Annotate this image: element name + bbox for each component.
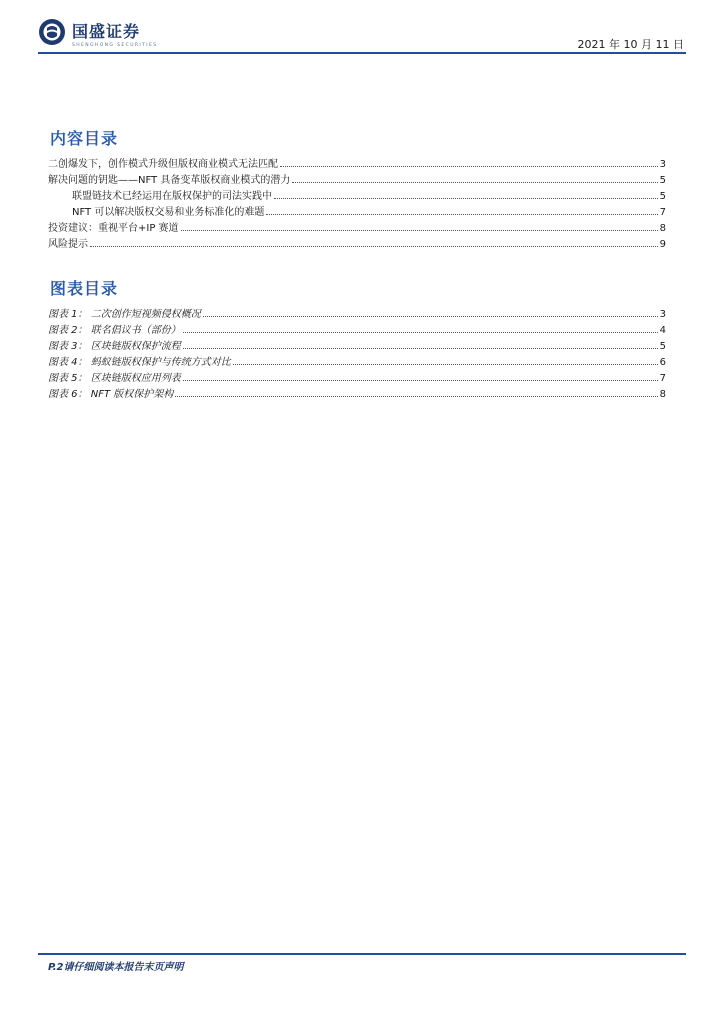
figure-entry[interactable]	[48, 323, 666, 339]
figure-entry[interactable]	[48, 339, 666, 355]
toc-entry-text: 联盟链技术已经运用在版权保护的司法实践中	[72, 191, 272, 202]
figure-entry[interactable]	[48, 371, 666, 387]
toc-entry-page: 3	[659, 159, 666, 170]
toc-leader	[292, 173, 657, 183]
page-header	[38, 18, 686, 54]
toc-leader	[181, 221, 658, 231]
toc-leader	[183, 323, 658, 333]
figure-entry-page: 4	[659, 325, 666, 336]
logo-name: 国盛证券	[72, 22, 141, 41]
toc-entry-text: 投资建议：重视平台+IP 赛道	[48, 223, 179, 234]
toc-leader	[183, 371, 658, 381]
toc-subentry[interactable]	[48, 205, 666, 221]
toc-entry-text: 解决问题的钥匙——NFT 具备变革版权商业模式的潜力	[48, 175, 291, 186]
figure-entry-page: 7	[659, 373, 666, 384]
toc-leader	[280, 157, 658, 167]
figure-entry[interactable]	[48, 307, 666, 323]
figures-list	[48, 307, 666, 403]
toc-leader	[266, 205, 657, 215]
logo-english-name: SHENGHONG SECURITIES	[72, 43, 158, 48]
logo-emblem-icon	[38, 18, 66, 46]
header-divider	[38, 52, 686, 54]
toc-leader	[203, 307, 658, 317]
toc-entry[interactable]	[48, 221, 666, 237]
company-logo	[38, 18, 140, 54]
figure-entry[interactable]	[48, 387, 666, 403]
toc-entry[interactable]	[48, 157, 666, 173]
toc-entry[interactable]	[48, 173, 666, 189]
toc-leader	[90, 237, 658, 247]
figure-entry-text: 图表 4： 蚂蚁链版权保护与传统方式对比	[48, 357, 231, 368]
figure-entry-text: 图表 5： 区块链版权应用列表	[48, 373, 181, 384]
figure-entry[interactable]	[48, 355, 666, 371]
figures-title: 图表目录	[50, 279, 119, 298]
figure-entry-page: 8	[659, 389, 666, 400]
toc-subentry[interactable]	[48, 189, 666, 205]
toc-list	[48, 157, 666, 253]
figure-entry-text: 图表 6： NFT 版权保护架构	[48, 389, 174, 400]
toc-entry-page: 8	[659, 223, 666, 234]
toc-entry-text: 二创爆发下，创作模式升级但版权商业模式无法匹配	[48, 159, 278, 170]
figure-entry-text: 图表 1： 二次创作短视频侵权概况	[48, 309, 201, 320]
footer-divider	[38, 953, 686, 955]
figure-entry-text: 图表 2： 联名倡议书（部份）	[48, 325, 181, 336]
figure-entry-text: 图表 3： 区块链版权保护流程	[48, 341, 181, 352]
page-footer: P.2请仔细阅读本报告末页声明	[48, 962, 184, 973]
toc-entry-page: 5	[659, 191, 666, 202]
figure-entry-page: 6	[659, 357, 666, 368]
toc-entry-page: 9	[659, 239, 666, 250]
toc-entry-text: 风险提示	[48, 239, 88, 250]
toc-leader	[274, 189, 658, 199]
figure-entry-page: 3	[659, 309, 666, 320]
report-date: 2021 年 10 月 11 日	[577, 38, 684, 51]
toc-entry-text: NFT 可以解决版权交易和业务标准化的难题	[72, 207, 265, 218]
toc-leader	[175, 387, 657, 397]
toc-title: 内容目录	[50, 129, 119, 148]
toc-leader	[233, 355, 658, 365]
toc-entry[interactable]	[48, 237, 666, 253]
toc-entry-page: 7	[659, 207, 666, 218]
toc-entry-page: 5	[659, 175, 666, 186]
toc-leader	[183, 339, 658, 349]
figure-entry-page: 5	[659, 341, 666, 352]
